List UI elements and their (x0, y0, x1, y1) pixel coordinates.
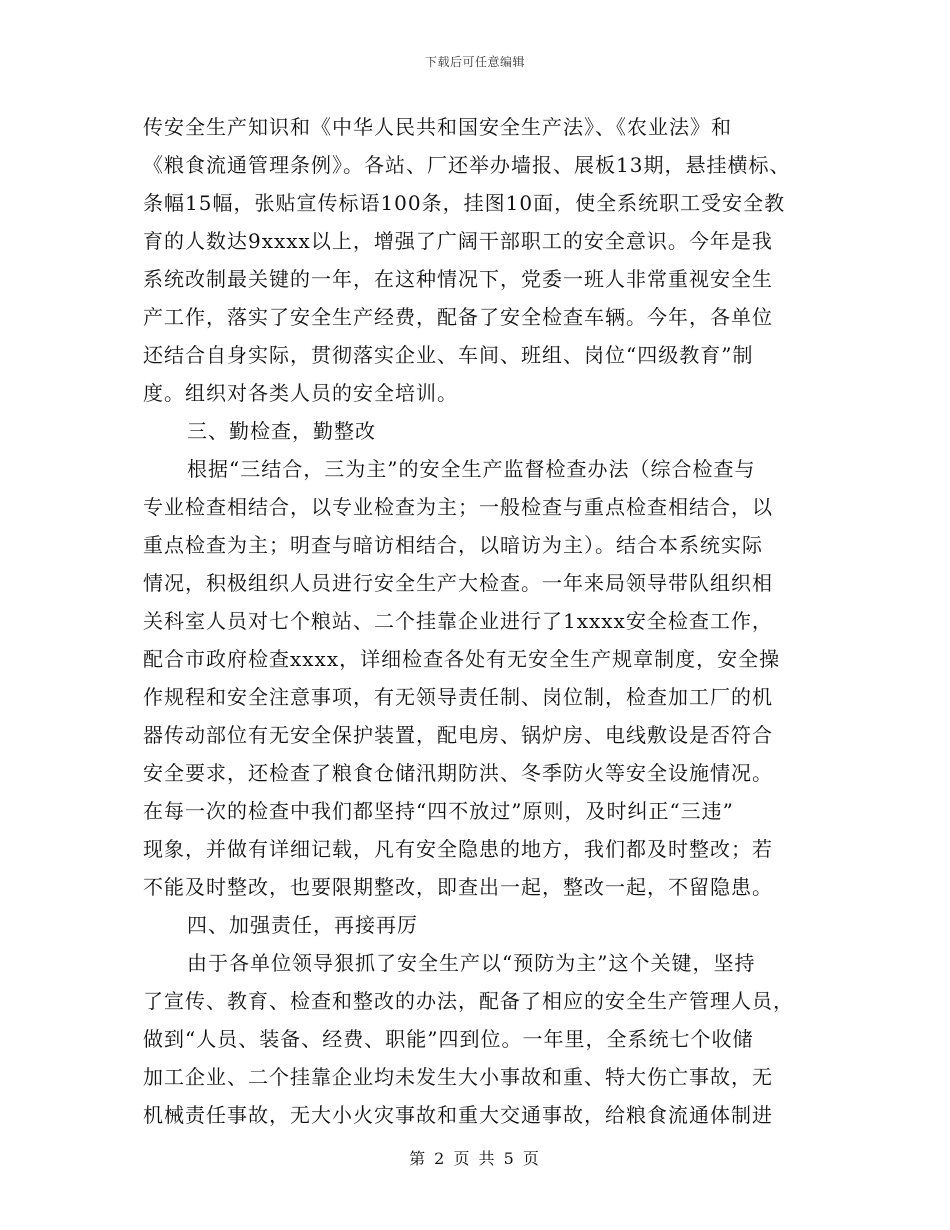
text-line: 器传动部位有无安全保护装置，配电房、锅炉房、电线敷设是否符合 (143, 723, 773, 747)
section-heading: 三、勤检查，勤整改 (187, 419, 376, 443)
text-line: 现象，并做有详细记载，凡有安全隐患的地方，我们都及时整改；若 (143, 837, 773, 861)
text-line: 做到“人员、装备、经费、职能”四到位。一年里，全系统七个收储 (143, 1027, 754, 1051)
document-body (143, 108, 813, 1134)
text-line: 专业检查相结合，以专业检查为主；一般检查与重点检查相结合，以 (143, 495, 773, 519)
section-heading: 四、加强责任，再接再厉 (187, 913, 418, 937)
text-line: 条幅15幅，张贴宣传标语100条，挂图10面，使全系统职工受安全教 (143, 191, 786, 215)
text-line: 育的人数达9xxxx以上，增强了广阔干部职工的安全意识。今年是我 (143, 229, 773, 253)
text-line: 《粮食流通管理条例》。各站、厂还举办墙报、展板13期，悬挂横标、 (143, 153, 791, 177)
text-line: 重点检查为主；明查与暗访相结合，以暗访为主）。结合本系统实际 (143, 533, 763, 557)
text-line: 机械责任事故，无大小火灾事故和重大交通事故，给粮食流通体制进 (143, 1103, 773, 1127)
text-line: 关科室人员对七个粮站、二个挂靠企业进行了1xxxx安全检查工作， (143, 609, 773, 633)
text-line: 加工企业、二个挂靠企业均未发生大小事故和重、特大伤亡事故，无 (143, 1065, 773, 1089)
page-number: 第 2 页 共 5 页 (409, 1149, 541, 1168)
text-line: 在每一次的检查中我们都坚持“四不放过”原则，及时纠正“三违” (143, 799, 734, 823)
text-line: 作规程和安全注意事项，有无领导责任制、岗位制，检查加工厂的机 (143, 685, 773, 709)
text-line: 度。组织对各类人员的安全培训。 (143, 381, 458, 405)
text-line: 不能及时整改，也要限期整改，即查出一起，整改一起，不留隐患。 (143, 875, 773, 899)
text-line: 情况，积极组织人员进行安全生产大检查。一年来局领导带队组织相 (143, 571, 773, 595)
text-line: 系统改制最关键的一年，在这种情况下，党委一班人非常重视安全生 (143, 267, 773, 291)
text-line: 了宣传、教育、检查和整改的办法，配备了相应的安全生产管理人员， (143, 989, 794, 1013)
text-line: 安全要求，还检查了粮食仓储汛期防洪、冬季防火等安全设施情况。 (143, 761, 773, 785)
text-line: 配合市政府检查xxxx，详细检查各处有无安全生产规章制度，安全操 (143, 647, 781, 671)
page-header-note: 下载后可任意编辑 (424, 55, 525, 69)
text-line: 根据“三结合，三为主”的安全生产监督检查办法（综合检查与 (187, 457, 756, 481)
text-line: 传安全生产知识和《中华人民共和国安全生产法》、《农业法》和 (143, 115, 732, 139)
text-line: 产工作，落实了安全生产经费，配备了安全检查车辆。今年，各单位 (143, 305, 773, 329)
text-line: 由于各单位领导狠抓了安全生产以“预防为主”这个关键，坚持 (187, 951, 756, 975)
text-line: 还结合自身实际，贯彻落实企业、车间、班组、岗位“四级教育”制 (143, 343, 754, 367)
